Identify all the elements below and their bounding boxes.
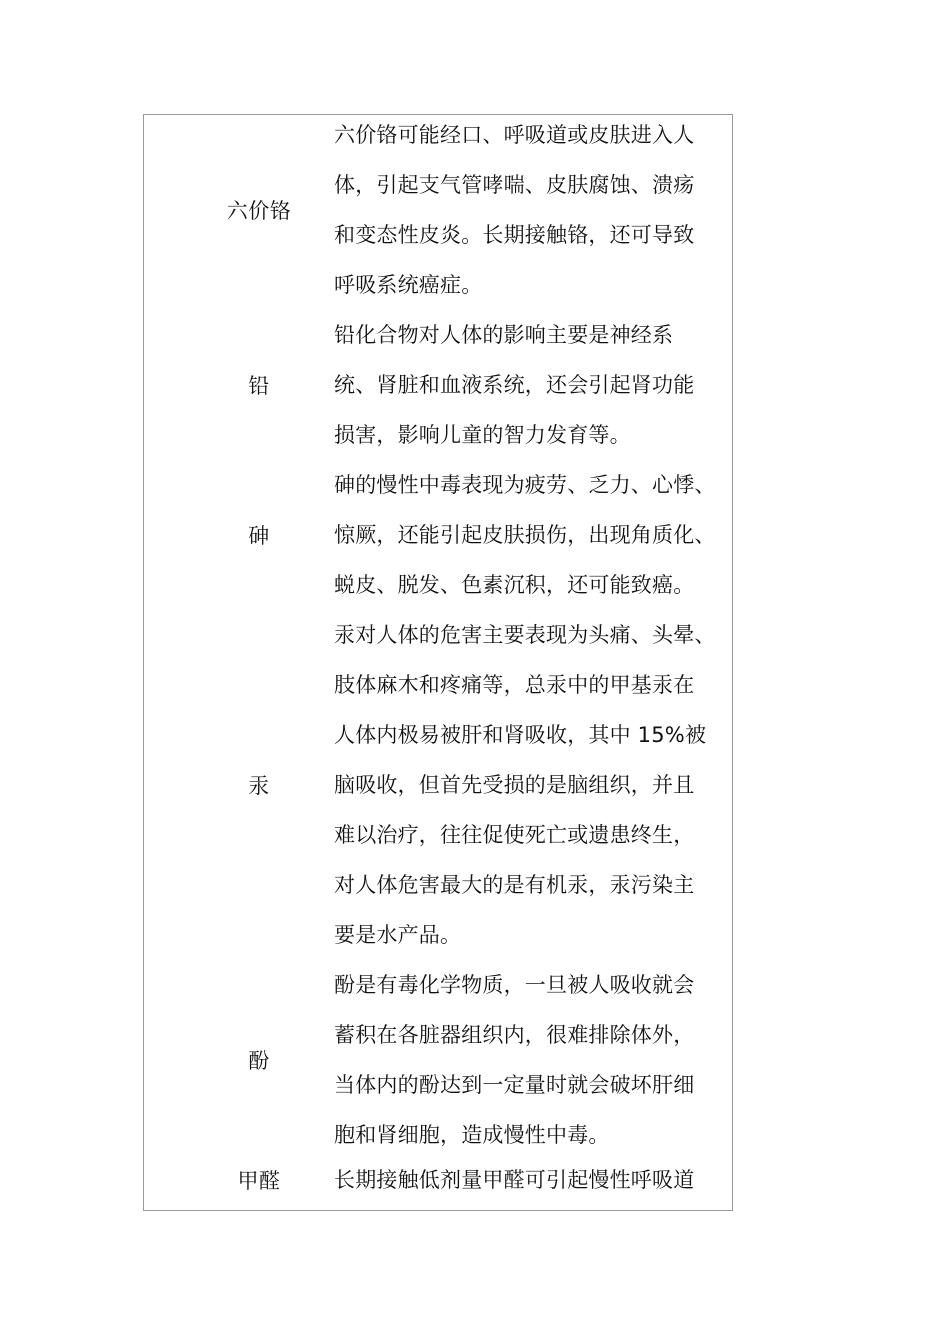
substance-name: 甲醛: [237, 1169, 281, 1193]
substance-name: 汞: [248, 774, 270, 798]
description-line: 汞对人体的危害主要表现为头痛、头晕、: [334, 623, 716, 647]
substance-description: [334, 610, 726, 960]
toxin-table: [143, 114, 733, 1211]
table-row: [144, 310, 732, 460]
table-row: [144, 1155, 732, 1205]
description-line: 胞和肾细胞，造成慢性中毒。: [334, 1123, 610, 1147]
description-line: 蓄积在各脏器组织内，很难排除体外，: [334, 1023, 695, 1047]
table-row: [144, 610, 732, 960]
description-line: 砷的慢性中毒表现为疲劳、乏力、心悸、: [334, 473, 716, 497]
description-line: 损害，影响儿童的智力发育等。: [334, 423, 631, 447]
description-line: 惊厥，还能引起皮肤损伤，出现角质化、: [334, 523, 716, 547]
substance-name: 酚: [248, 1049, 270, 1073]
description-line: 体，引起支气管哮喘、皮肤腐蚀、溃疡: [334, 173, 695, 197]
table-row: [144, 460, 732, 610]
description-line: 呼吸系统癌症。: [334, 273, 483, 297]
substance-name: 六价铬: [226, 199, 292, 223]
description-line: 肢体麻木和疼痛等，总汞中的甲基汞在: [334, 673, 695, 697]
substance-description: [334, 460, 726, 610]
description-line: 对人体危害最大的是有机汞，汞污染主: [334, 873, 695, 897]
description-line: 铅化合物对人体的影响主要是神经系: [334, 323, 674, 347]
substance-description: [334, 1155, 726, 1205]
description-line: 六价铬可能经口、呼吸道或皮肤进入人: [334, 123, 695, 147]
description-line: 人体内极易被肝和肾吸收，其中 15%被: [334, 723, 707, 747]
substance-name: 砷: [248, 524, 270, 548]
substance-description: [334, 310, 726, 460]
description-line: 蜕皮、脱发、色素沉积，还可能致癌。: [334, 573, 695, 597]
description-line: 长期接触低剂量甲醛可引起慢性呼吸道: [334, 1168, 695, 1192]
description-line: 脑吸收，但首先受损的是脑组织，并且: [334, 773, 695, 797]
substance-name: 铅: [248, 374, 270, 398]
substance-description: [334, 114, 726, 310]
table-row: [144, 960, 732, 1160]
description-line: 当体内的酚达到一定量时就会破坏肝细: [334, 1073, 695, 1097]
description-line: 统、肾脏和血液系统，还会引起肾功能: [334, 373, 695, 397]
description-line: 酚是有毒化学物质，一旦被人吸收就会: [334, 973, 695, 997]
description-line: 难以治疗，往往促使死亡或遗患终生，: [334, 823, 695, 847]
description-line: 和变态性皮炎。长期接触铬，还可导致: [334, 223, 695, 247]
table-row: [144, 114, 732, 310]
substance-description: [334, 960, 726, 1160]
description-line: 要是水产品。: [334, 923, 462, 947]
